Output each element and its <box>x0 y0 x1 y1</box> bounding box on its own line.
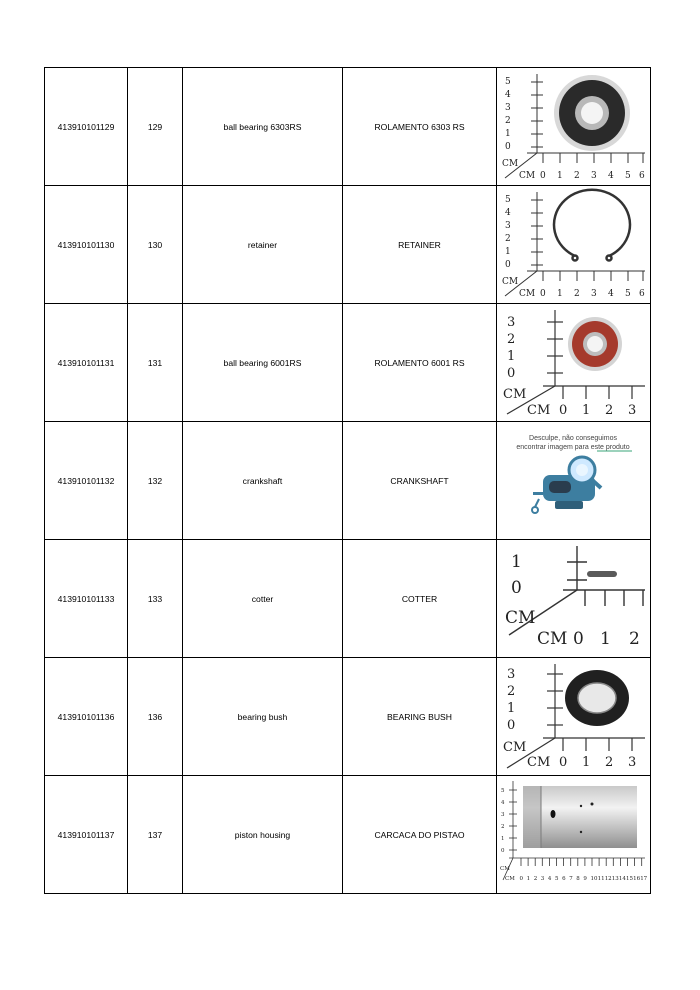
ruler-x-label: 0 <box>559 755 568 770</box>
ruler-unit-label: CM <box>503 740 527 755</box>
ruler-x-label: 6 <box>639 289 645 299</box>
part-photo-cell <box>497 68 651 186</box>
item-number: 132 <box>128 422 183 540</box>
ruler-y-label: 0 <box>505 142 511 152</box>
placeholder-message: Desculpe, não conseguimos <box>529 435 617 442</box>
item-number: 130 <box>128 186 183 304</box>
ruler-y-label: 2 <box>505 234 511 244</box>
ruler-y-label: 1 <box>511 552 522 572</box>
ruler-y-label: 4 <box>505 90 511 100</box>
part-photo-cell <box>497 658 651 776</box>
description-en: retainer <box>183 186 343 304</box>
ruler-y-label: 0 <box>507 718 516 733</box>
part-code: 413910101131 <box>45 304 128 422</box>
ruler-y-label: 1 <box>501 836 505 842</box>
part-photo-cell <box>497 776 651 894</box>
part-code: 413910101136 <box>45 658 128 776</box>
ruler-x-label: 2 <box>605 403 614 418</box>
description-pt: ROLAMENTO 6303 RS <box>343 68 497 186</box>
ruler-unit-label: CM <box>502 159 519 169</box>
ruler-x-label: 4 <box>608 289 614 299</box>
ruler-y-label: 3 <box>505 103 511 113</box>
ruler-unit-label: CM <box>503 387 527 402</box>
table-row <box>45 658 651 776</box>
part-photo-cell <box>497 186 651 304</box>
ruler-x-label: 2 <box>605 755 614 770</box>
ruler-unit-label: CM <box>505 608 536 628</box>
ruler-y-label: 2 <box>507 332 516 347</box>
ruler-x-label: 0 <box>519 876 523 882</box>
ruler-unit-label: CM <box>527 755 551 770</box>
description-en: crankshaft <box>183 422 343 540</box>
ruler-unit-label: CM <box>519 289 536 299</box>
description-en: bearing bush <box>183 658 343 776</box>
description-pt: CARCACA DO PISTAO <box>343 776 497 894</box>
ruler-x-label: 7 <box>569 876 573 882</box>
ruler-x-label: 15 <box>626 876 633 882</box>
ruler-x-label: 5 <box>555 876 559 882</box>
ruler-x-label: 16 <box>633 876 641 882</box>
ruler-x-label: 11 <box>597 876 605 882</box>
part-photo-cell <box>497 540 651 658</box>
part-photo-cell <box>497 304 651 422</box>
ruler-x-label: 12 <box>604 876 612 882</box>
description-en: piston housing <box>183 776 343 894</box>
description-en: ball bearing 6303RS <box>183 68 343 186</box>
no-image-placeholder <box>497 422 649 539</box>
ruler-y-label: 0 <box>507 366 516 381</box>
part-code: 413910101137 <box>45 776 128 894</box>
description-pt: COTTER <box>343 540 497 658</box>
ruler-unit-label: CM <box>527 403 551 418</box>
table-row <box>45 68 651 186</box>
table-row <box>45 540 651 658</box>
ruler-x-label: 3 <box>540 876 545 882</box>
table-row <box>45 776 651 894</box>
item-number: 131 <box>128 304 183 422</box>
ruler-y-label: 4 <box>501 800 505 806</box>
ball-bearing-6303-photo <box>497 68 649 185</box>
bearing-shape <box>568 317 622 371</box>
ball-bearing-6001-photo <box>497 304 649 421</box>
ruler-unit-label: CM <box>505 876 515 882</box>
ruler-y-label: 0 <box>501 848 505 854</box>
ruler-x-label: 2 <box>533 876 538 882</box>
ruler-x-label: 3 <box>628 755 637 770</box>
ruler-x-label: 9 <box>583 876 587 882</box>
ruler-x-label: 5 <box>625 289 631 299</box>
part-code: 413910101133 <box>45 540 128 658</box>
ruler-y-label: 2 <box>507 684 516 699</box>
ruler-x-label: 1 <box>600 629 611 649</box>
description-pt: RETAINER <box>343 186 497 304</box>
ruler-y-label: 0 <box>505 260 511 270</box>
ruler-y-label: 1 <box>507 701 516 716</box>
ruler-x-label: 17 <box>640 876 648 882</box>
ruler-x-label: 0 <box>559 403 568 418</box>
bearing-bush-photo <box>497 658 649 775</box>
ruler-x-label: 1 <box>557 289 563 299</box>
part-code: 413910101132 <box>45 422 128 540</box>
ruler-x-label: 0 <box>540 289 546 299</box>
ruler-unit-label: CM <box>537 629 568 649</box>
ruler-x-label: 1 <box>582 403 591 418</box>
ruler <box>521 858 642 866</box>
ruler-x-label: 6 <box>639 171 645 181</box>
ruler-y-label: 2 <box>501 824 505 830</box>
ruler-x-label: 13 <box>611 876 619 882</box>
parts-table <box>44 67 651 894</box>
ruler-x-label: 14 <box>618 876 626 882</box>
ruler-y-label: 5 <box>501 788 505 794</box>
cotter-pin-photo <box>497 540 649 657</box>
ruler-y-label: 0 <box>511 578 522 598</box>
description-pt: BEARING BUSH <box>343 658 497 776</box>
ruler-x-label: 8 <box>576 876 580 882</box>
cotter-pin-shape <box>587 571 617 577</box>
ruler-x-label: 6 <box>562 876 566 882</box>
retainer-ring-photo <box>497 186 649 303</box>
robot-magnifier-icon <box>532 457 601 513</box>
ruler-x-label: 3 <box>591 289 597 299</box>
ruler-y-label: 4 <box>505 208 511 218</box>
ruler-x-label: 0 <box>573 629 584 649</box>
ruler-x-label: 4 <box>608 171 614 181</box>
item-number: 133 <box>128 540 183 658</box>
ruler-x-label: 2 <box>574 289 580 299</box>
ruler-unit-label: CM <box>502 277 519 287</box>
ruler-x-label: 0 <box>540 171 546 181</box>
table-row <box>45 186 651 304</box>
bearing-shape <box>554 75 630 151</box>
ruler-y-label: 5 <box>505 195 511 205</box>
oil-seal-shape <box>565 670 629 726</box>
ruler-x-label: 4 <box>547 876 552 882</box>
piston-housing-photo <box>497 776 649 893</box>
ruler-x-label: 3 <box>591 171 597 181</box>
ruler-x-label: 1 <box>526 876 531 882</box>
ruler-y-label: 3 <box>507 667 516 682</box>
ruler-y-label: 3 <box>505 221 511 231</box>
ruler-y-label: 1 <box>505 247 511 257</box>
part-code: 413910101129 <box>45 68 128 186</box>
ruler-y-label: 3 <box>501 812 505 818</box>
ruler-x-label: 3 <box>628 403 637 418</box>
table-row <box>45 304 651 422</box>
ruler-x-label: 2 <box>629 629 640 649</box>
item-number: 136 <box>128 658 183 776</box>
description-en: cotter <box>183 540 343 658</box>
ruler-y-label: 2 <box>505 116 511 126</box>
ruler-unit-label: CM <box>500 866 510 872</box>
ruler-unit-label: CM <box>519 171 536 181</box>
item-number: 129 <box>128 68 183 186</box>
ruler-y-label: 3 <box>507 315 516 330</box>
ruler-x-label: 10 <box>590 876 598 882</box>
ruler-y-label: 5 <box>505 77 511 87</box>
piston-housing-shape <box>523 786 637 848</box>
description-pt: CRANKSHAFT <box>343 422 497 540</box>
ruler-y-label: 1 <box>505 129 511 139</box>
retainer-ring-shape <box>554 190 630 261</box>
part-photo-cell <box>497 422 651 540</box>
ruler-x-label: 1 <box>557 171 563 181</box>
ruler-y-label: 1 <box>507 349 516 364</box>
ruler-x-label: 5 <box>625 171 631 181</box>
item-number: 137 <box>128 776 183 894</box>
description-pt: ROLAMENTO 6001 RS <box>343 304 497 422</box>
part-code: 413910101130 <box>45 186 128 304</box>
ruler-x-label: 1 <box>582 755 591 770</box>
table-row <box>45 422 651 540</box>
ruler-x-label: 2 <box>574 171 580 181</box>
description-en: ball bearing 6001RS <box>183 304 343 422</box>
placeholder-message: encontrar imagem para este produto <box>516 444 630 451</box>
